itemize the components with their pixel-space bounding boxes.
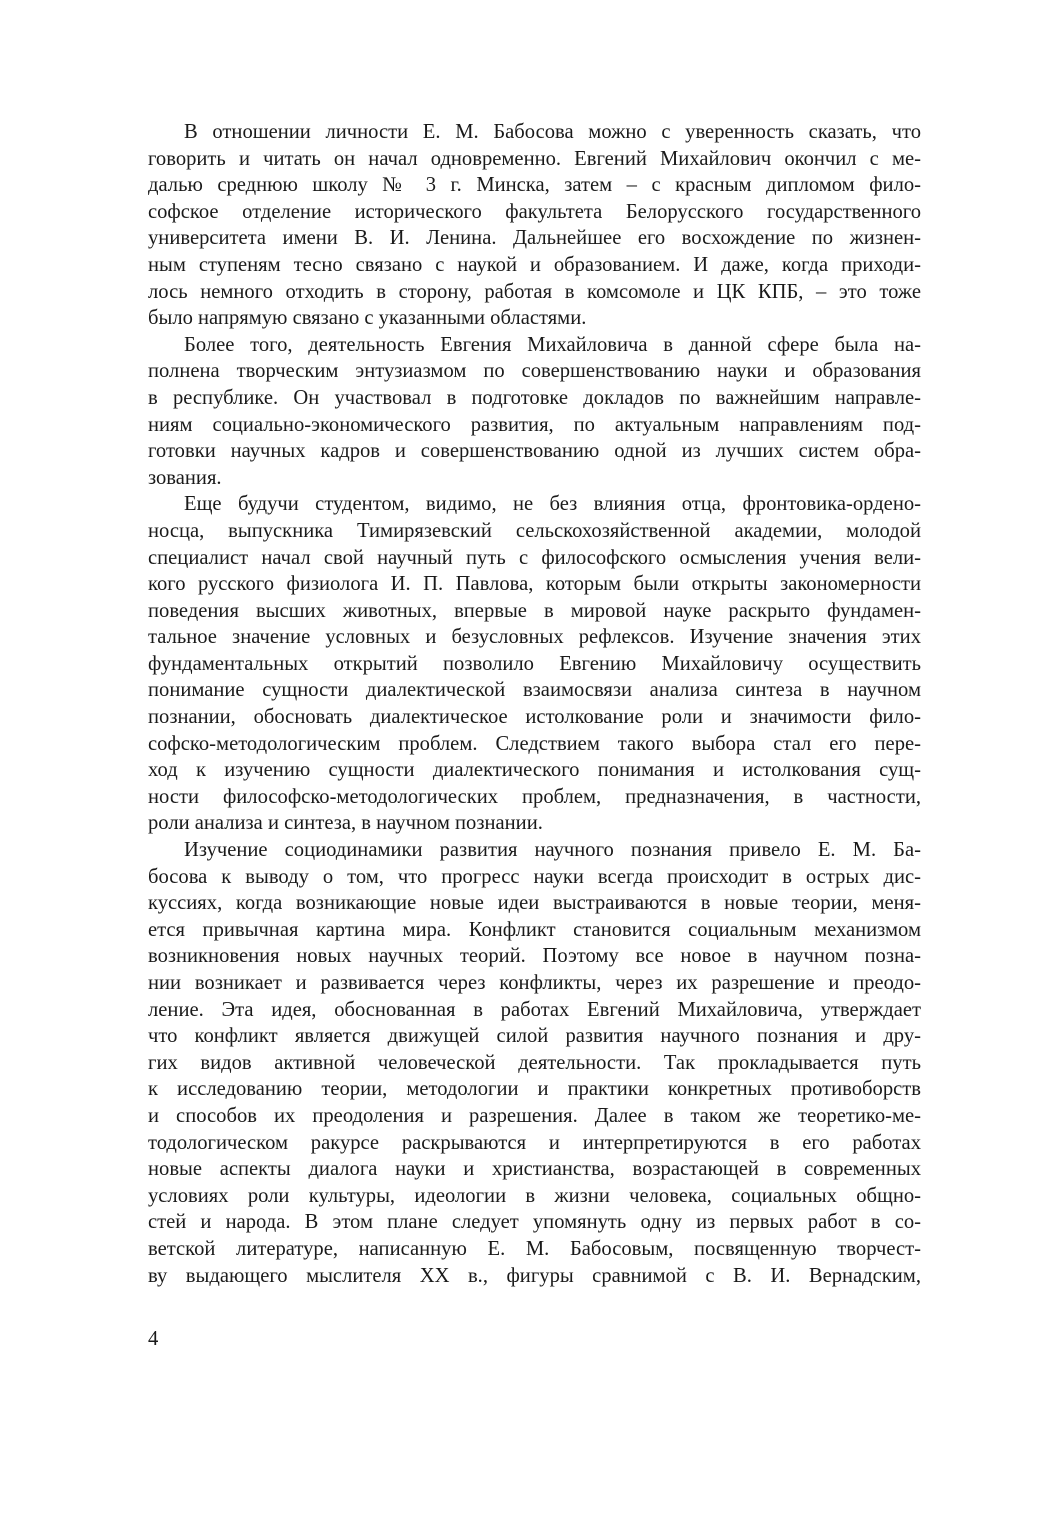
text-line: Изучение социодинамики развития научного познания привело Е. М. Ба- [184, 839, 921, 862]
text-line: ности философско-методологических проблем, предназначения, в частности, [148, 785, 921, 808]
text-line: Еще будучи студентом, видимо, не без влияния отца, фронтовика-ордено- [184, 493, 921, 516]
text-line: далью среднюю школу № 3 г. Минска, затем – с красным дипломом фило- [148, 174, 921, 197]
text-line: фундаментальных открытий позволило Евгению Михайловичу осуществить [148, 652, 921, 675]
text-line: университета имени В. И. Ленина. Дальнейшее его восхождение по жизнен- [148, 227, 921, 250]
text-line: говорить и читать он начал одновременно. Евгений Михайлович окончил с ме- [148, 147, 921, 170]
text-line: новые аспекты диалога науки и христианства, возрастающей в современных [148, 1158, 921, 1181]
text-line: полнена творческим энтузиазмом по совершенствованию науки и образования [148, 360, 921, 383]
text-line: кого русского физиолога И. П. Павлова, которым были открыты закономерности [148, 573, 921, 596]
page-number: 4 [148, 1328, 159, 1350]
text-line: тодологическом ракурсе раскрываются и интерпретируются в его работах [148, 1131, 921, 1154]
text-line: гих видов активной человеческой деятельности. Так прокладывается путь [148, 1051, 921, 1074]
text-line: что конфликт является движущей силой развития научного познания и дру- [148, 1025, 921, 1048]
text-line: познании, обосновать диалектическое истолкование роли и значимости фило- [148, 706, 921, 729]
text-line: ветской литературе, написанную Е. М. Бабосовым, посвященную творчест- [148, 1237, 921, 1260]
text-line: тальное значение условных и безусловных рефлексов. Изучение значения этих [148, 626, 921, 649]
text-line: ление. Эта идея, обоснованная в работах Евгений Михайловича, утверждает [148, 998, 921, 1021]
text-line: возникновения новых научных теорий. Поэтому все новое в научном позна- [148, 945, 921, 968]
text-line: ется привычная картина мира. Конфликт становится социальным механизмом [148, 918, 921, 941]
page-body [148, 119, 921, 1289]
text-line: Более того, деятельность Евгения Михайловича в данной сфере была на- [184, 333, 921, 356]
text-line: нии возникает и развивается через конфликты, через их разрешение и преодо- [148, 972, 921, 994]
paragraph-2 [148, 332, 921, 492]
text-line: босова к выводу о том, что прогресс науки всегда происходит в острых дис- [148, 865, 921, 888]
text-line: и способов их преодоления и разрешения. Далее в таком же теоретико-ме- [148, 1104, 921, 1127]
text-line: стей и народа. В этом плане следует упомянуть одну из первых работ в со- [148, 1211, 921, 1234]
text-line: софско-методологическим проблем. Следствием такого выбора стал его пере- [148, 732, 921, 755]
text-line: лось немного отходить в сторону, работая в комсомоле и ЦК КПБ, – это тоже [148, 280, 921, 303]
text-line: было напрямую связано с указанными областями. [148, 307, 587, 330]
paragraph-4 [148, 837, 921, 1289]
text-line: в республике. Он участвовал в подготовке докладов по важнейшим направле- [148, 386, 921, 409]
paragraph-3 [148, 491, 921, 837]
text-line: ниям социально-экономического развития, по актуальным направлениям под- [148, 413, 921, 436]
text-line: ным ступеням тесно связано с наукой и образованием. И даже, когда приходи- [148, 253, 921, 276]
text-line: роли анализа и синтеза, в научном познании. [148, 812, 543, 835]
text-line: В отношении личности Е. М. Бабосова можно с уверенность сказать, что [184, 121, 921, 143]
text-line: куссиях, когда возникающие новые идеи выстраиваются в новые теории, меня- [148, 892, 921, 915]
text-line: условиях роли культуры, идеологии в жизни человека, социальных общно- [148, 1184, 921, 1207]
text-line: ву выдающего мыслителя XX в., фигуры сравнимой с В. И. Вернадским, [148, 1264, 921, 1287]
text-line: специалист начал свой научный путь с философского осмысления учения вели- [148, 546, 921, 569]
text-line: носца, выпускника Тимирязевский сельскохозяйственной академии, молодой [148, 519, 921, 542]
text-line: поведения высших животных, впервые в мировой науке раскрыто фундамен- [148, 599, 921, 622]
text-line: понимание сущности диалектической взаимосвязи анализа синтеза в научном [148, 679, 921, 702]
text-line: к исследованию теории, методологии и практики конкретных противоборств [148, 1078, 921, 1101]
paragraph-1 [148, 119, 921, 332]
text-line: зования. [148, 466, 222, 489]
text-line: готовки научных кадров и совершенствованию одной из лучших систем обра- [148, 440, 921, 463]
text-line: ход к изучению сущности диалектического понимания и истолкования сущ- [148, 759, 921, 782]
text-line: софское отделение исторического факультета Белорусского государственного [148, 200, 921, 223]
